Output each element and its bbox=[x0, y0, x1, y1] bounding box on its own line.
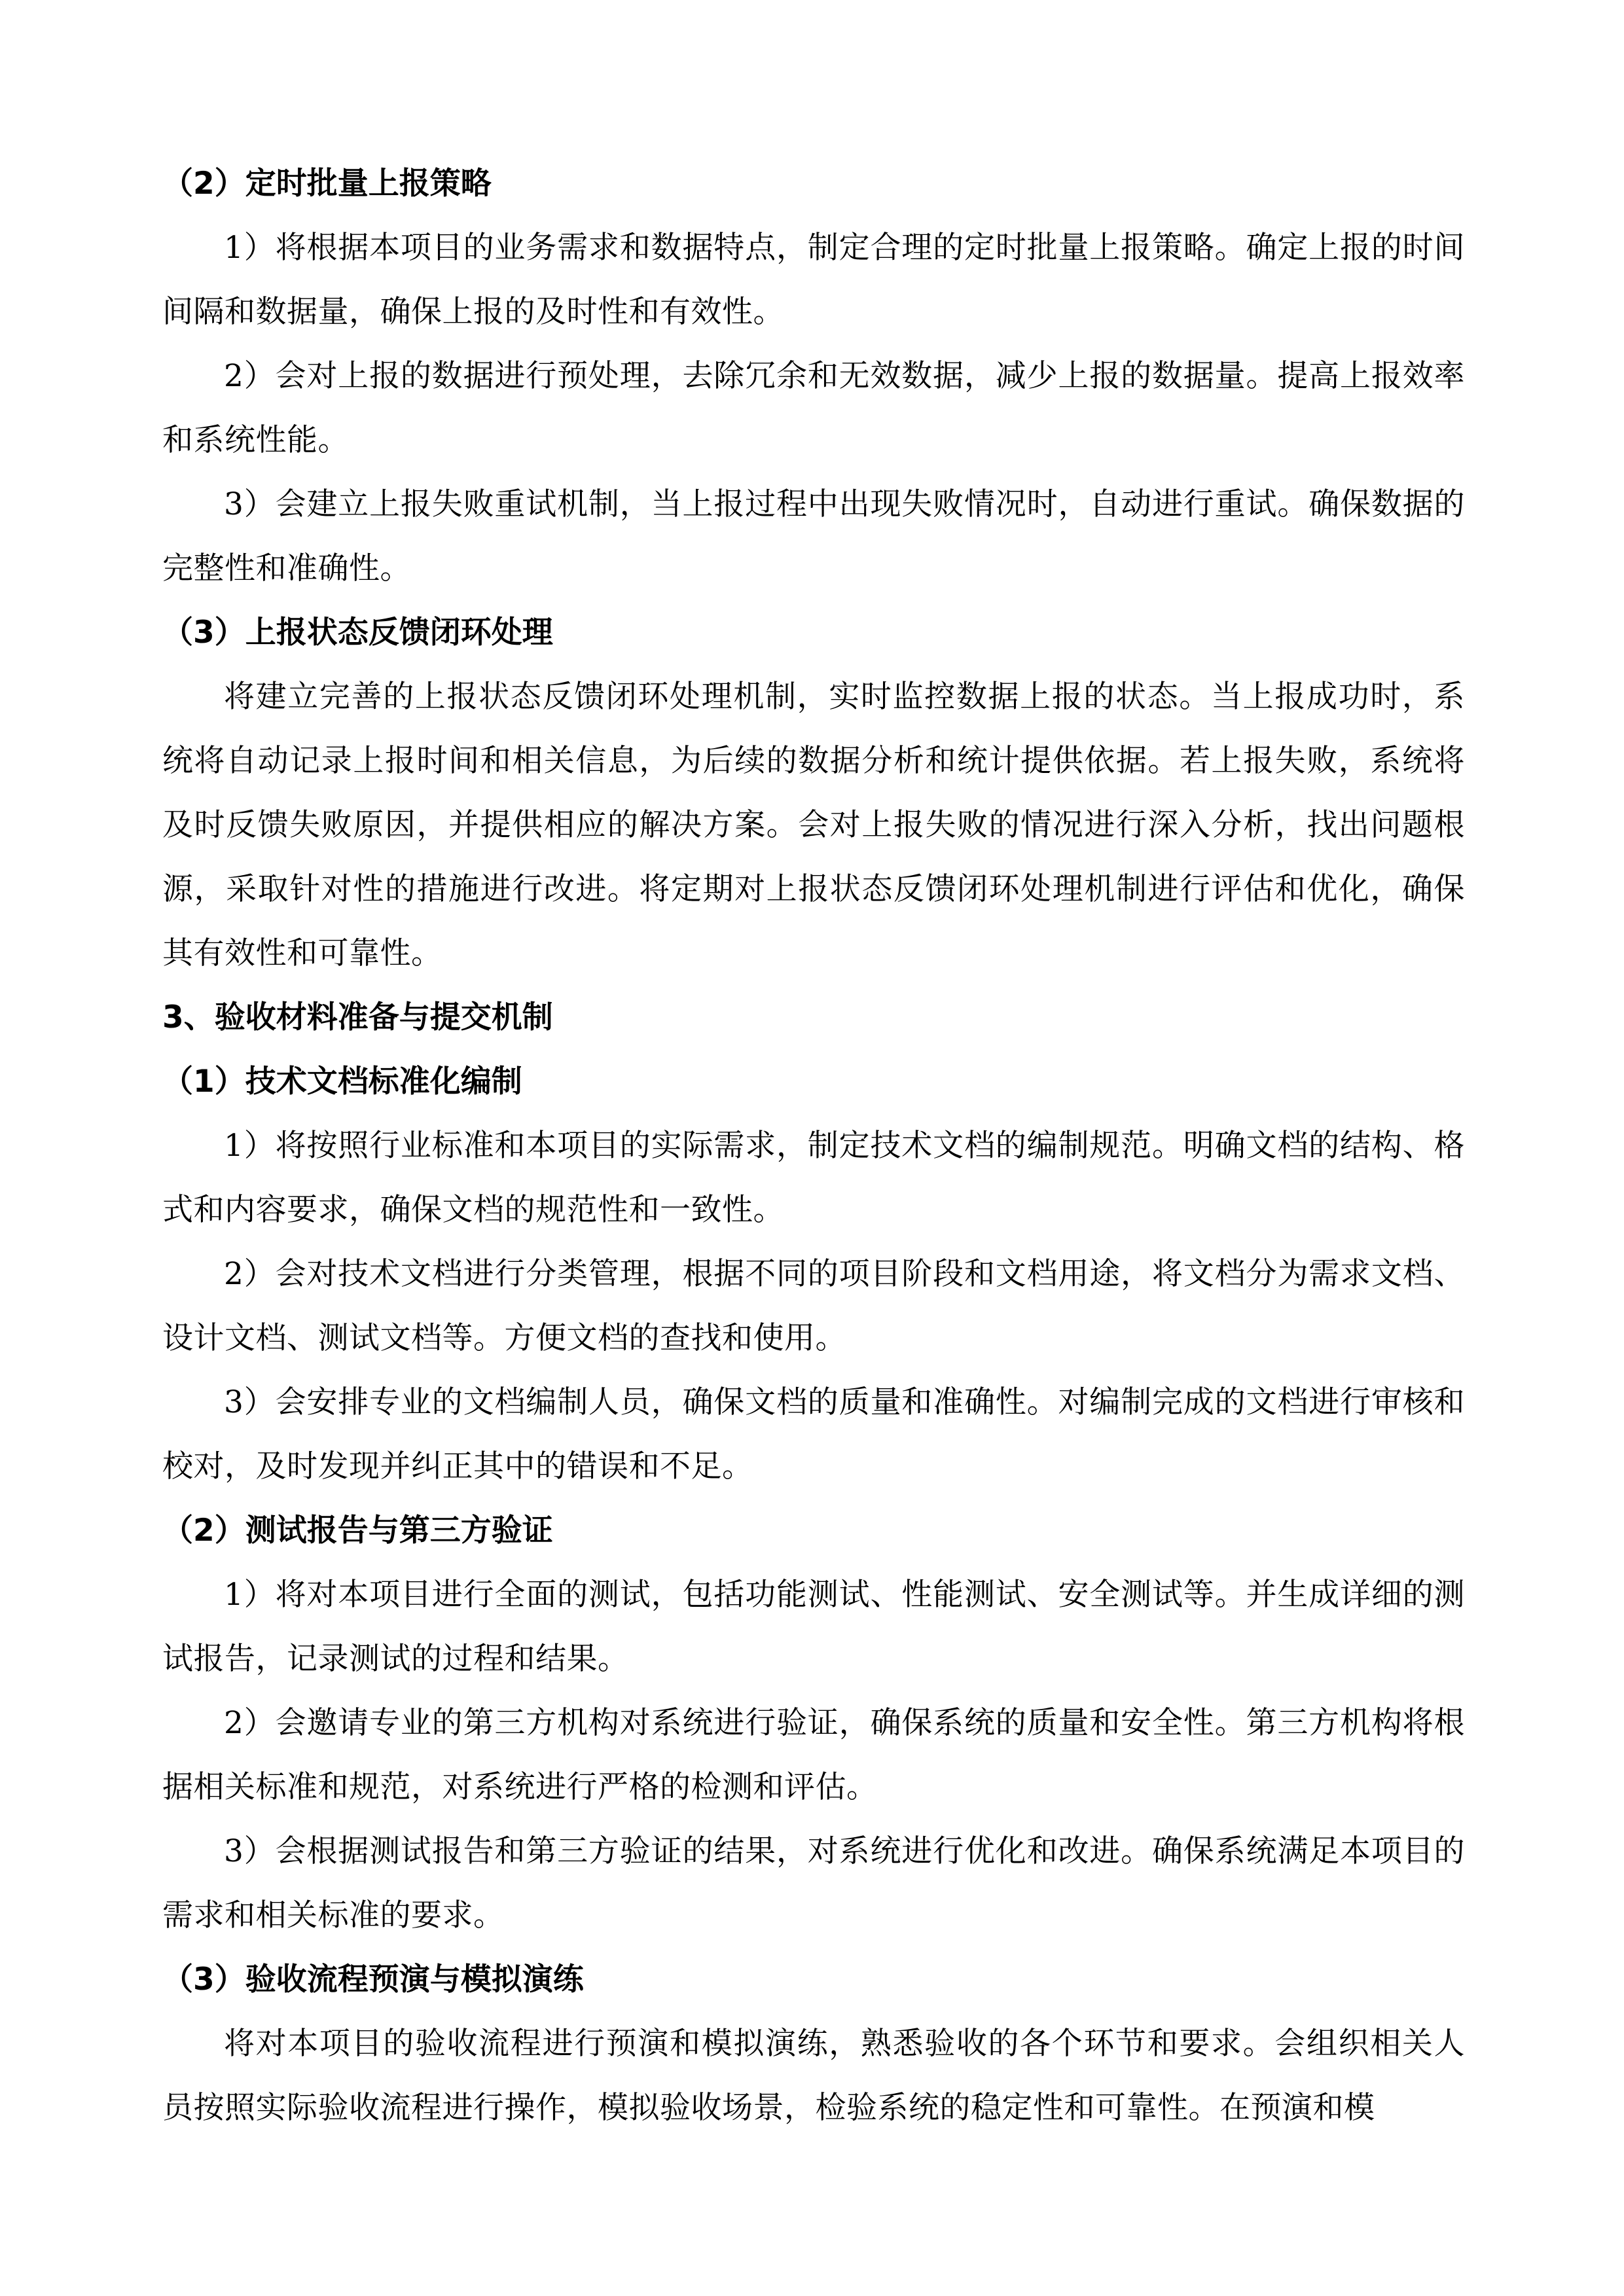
paragraph: 2）会对技术文档进行分类管理，根据不同的项目阶段和文档用途，将文档分为需求文档、设计文档、测试文档等。方便文档的查找和使用。 bbox=[162, 1256, 1465, 1356]
paragraph: 1）将根据本项目的业务需求和数据特点，制定合理的定时批量上报策略。确定上报的时间间隔和数据量，确保上报的及时性和有效性。 bbox=[162, 230, 1465, 330]
section-heading: （3）验收流程预演与模拟演练 bbox=[162, 1962, 584, 1998]
paragraph: 3）会根据测试报告和第三方验证的结果，对系统进行优化和改进。确保系统满足本项目的需求和相关标准的要求。 bbox=[162, 1833, 1465, 1933]
document-body bbox=[162, 152, 1465, 2140]
paragraph: 1）将按照行业标准和本项目的实际需求，制定技术文档的编制规范。明确文档的结构、格式和内容要求，确保文档的规范性和一致性。 bbox=[162, 1128, 1465, 1228]
paragraph: 1）将对本项目进行全面的测试，包括功能测试、性能测试、安全测试等。并生成详细的测试报告，记录测试的过程和结果。 bbox=[162, 1577, 1465, 1677]
paragraph: 将对本项目的验收流程进行预演和模拟演练，熟悉验收的各个环节和要求。会组织相关人员按照实际验收流程进行操作，模拟验收场景，检验系统的稳定性和可靠性。在预演和模 bbox=[162, 2026, 1465, 2126]
section-heading: （2）测试报告与第三方验证 bbox=[162, 1513, 553, 1549]
paragraph: 3）会安排专业的文档编制人员，确保文档的质量和准确性。对编制完成的文档进行审核和校对，及时发现并纠正其中的错误和不足。 bbox=[162, 1384, 1465, 1484]
paragraph: 将建立完善的上报状态反馈闭环处理机制，实时监控数据上报的状态。当上报成功时，系统将自动记录上报时间和相关信息，为后续的数据分析和统计提供依据。若上报失败，系统将及时反馈失败原因，并提供相应的解决方案。会对上报失败的情况进行深入分析，找出问题根源，采取针对性的措施进行改进。将定期对上报状态反馈闭环处理机制进行评估和优化，确保其有效性和可靠性。 bbox=[162, 679, 1465, 971]
section-heading: （1）技术文档标准化编制 bbox=[162, 1064, 522, 1100]
chapter-heading: 3、验收材料准备与提交机制 bbox=[162, 999, 553, 1035]
section-heading: （2）定时批量上报策略 bbox=[162, 166, 492, 202]
paragraph: 3）会建立上报失败重试机制，当上报过程中出现失败情况时，自动进行重试。确保数据的完整性和准确性。 bbox=[162, 486, 1465, 586]
section-heading: （3）上报状态反馈闭环处理 bbox=[162, 615, 553, 651]
paragraph: 2）会邀请专业的第三方机构对系统进行验证，确保系统的质量和安全性。第三方机构将根据相关标准和规范，对系统进行严格的检测和评估。 bbox=[162, 1705, 1465, 1805]
paragraph: 2）会对上报的数据进行预处理，去除冗余和无效数据，减少上报的数据量。提高上报效率和系统性能。 bbox=[162, 358, 1465, 458]
